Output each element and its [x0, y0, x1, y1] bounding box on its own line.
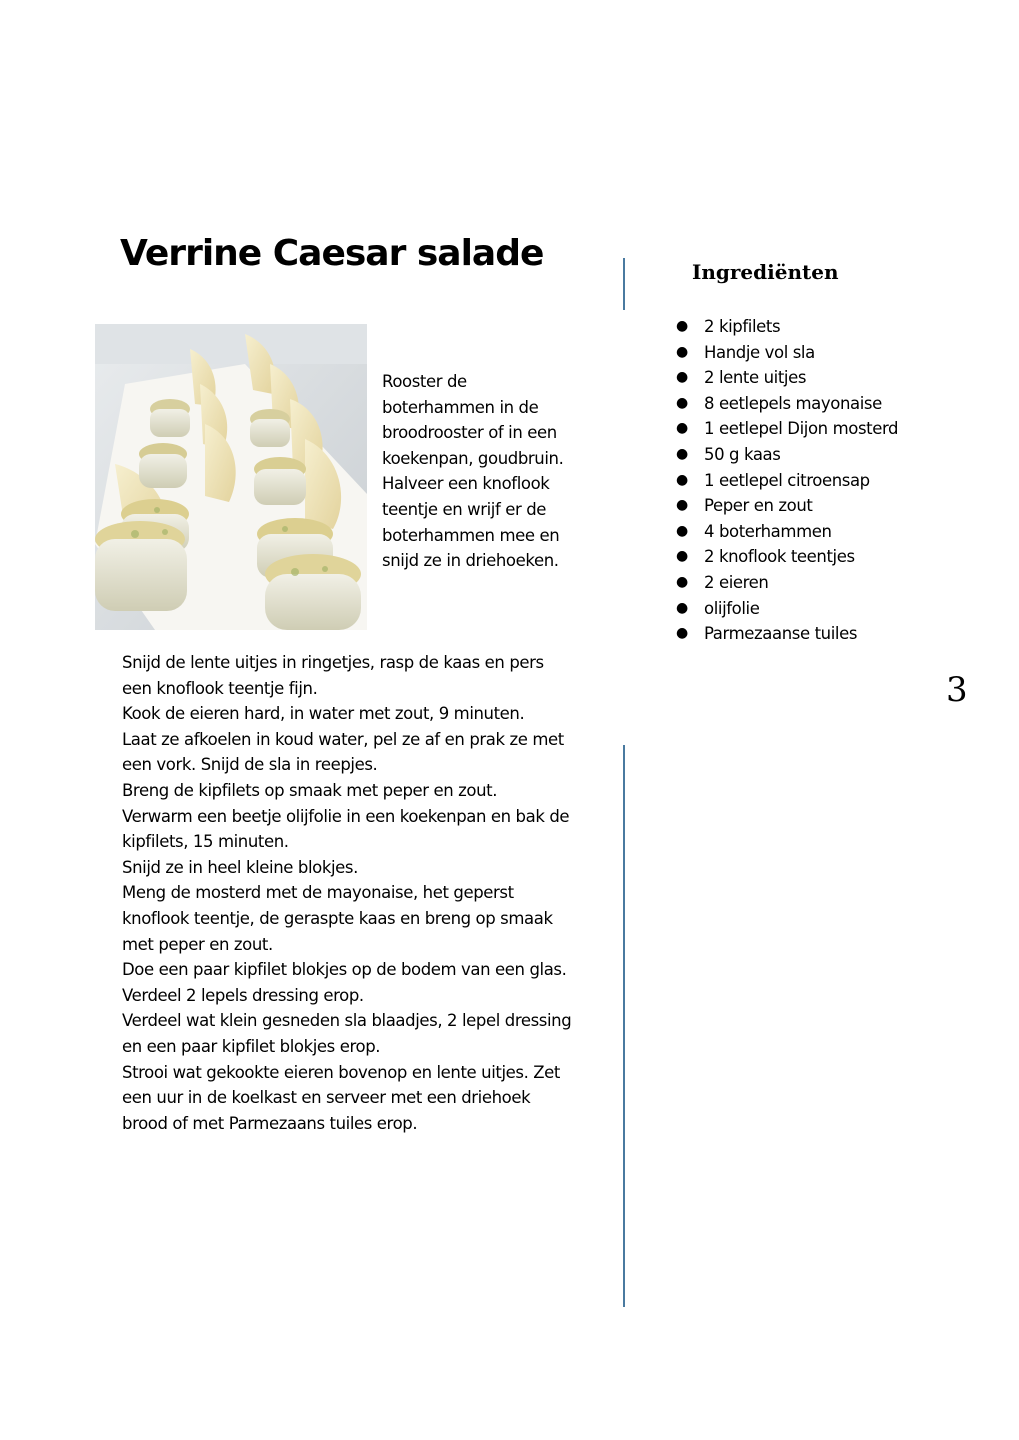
column-divider-top	[623, 258, 625, 310]
ingredient-item	[676, 544, 901, 570]
column-divider-bottom	[623, 745, 625, 1307]
ingredient-item	[676, 416, 901, 442]
recipe-steps	[122, 650, 572, 1136]
ingredient-label: 2 eieren	[704, 572, 769, 592]
bullet-icon: ●	[676, 599, 688, 616]
intro-paragraph: Rooster de boterhammen in de broodrooster of in een koekenpan, goudbruin. Halveer een knoflook teentje en wrijf er de boterhammen mee en snijd ze in driehoeken.	[382, 372, 564, 571]
step-paragraph: Laat ze afkoelen in koud water, pel ze af en prak ze met een vork. Snijd de sla in reepjes.	[122, 729, 564, 775]
ingredient-label: 8 eetlepels mayonaise	[704, 393, 882, 413]
ingredients-heading: Ingrediënten	[692, 260, 839, 284]
bullet-icon: ●	[676, 420, 688, 437]
bullet-icon: ●	[676, 318, 688, 334]
ingredient-item	[676, 570, 901, 596]
ingredient-item	[676, 596, 901, 622]
step-paragraph: Meng de mosterd met de mayonaise, het geperst knoflook teentje, de geraspte kaas en breng op smaak met peper en zout.	[122, 883, 553, 954]
step-paragraph: Verdeel wat klein gesneden sla blaadjes, 2 lepel dressing en een paar kipfilet blokjes erop.	[122, 1011, 572, 1056]
ingredient-label: 4 boterhammen	[704, 521, 832, 541]
ingredient-item	[676, 493, 901, 519]
ingredient-label: Handje vol sla	[704, 342, 815, 362]
ingredient-item	[676, 621, 901, 647]
ingredient-label: 50 g kaas	[704, 444, 781, 464]
ingredient-item	[676, 391, 901, 417]
ingredient-item	[676, 468, 901, 494]
step-paragraph: Doe een paar kipfilet blokjes op de bodem van een glas.	[122, 960, 567, 980]
ingredient-item	[676, 519, 901, 545]
ingredient-label: 1 eetlepel citroensap	[704, 470, 870, 490]
bullet-icon: ●	[676, 445, 688, 462]
bullet-icon: ●	[676, 548, 688, 565]
ingredients-list	[676, 314, 901, 647]
bullet-icon: ●	[676, 369, 688, 386]
ingredient-item	[676, 314, 901, 340]
step-paragraph: Snijd ze in heel kleine blokjes.	[122, 857, 358, 877]
ingredient-label: 2 kipfilets	[704, 317, 781, 336]
recipe-title: Verrine Caesar salade	[120, 233, 544, 274]
step-paragraph: Kook de eieren hard, in water met zout, 9 minuten.	[122, 704, 525, 724]
bullet-icon: ●	[676, 394, 688, 411]
ingredient-label: olijfolie	[704, 598, 760, 618]
ingredient-label: Peper en zout	[704, 496, 813, 516]
recipe-photo	[95, 324, 367, 630]
step-paragraph: Verdeel 2 lepels dressing erop.	[122, 985, 364, 1005]
step-paragraph: Snijd de lente uitjes in ringetjes, rasp de kaas en pers een knoflook teentje fijn.	[122, 653, 544, 698]
step-paragraph: Verwarm een beetje olijfolie in een koekenpan en bak de kipfilets, 15 minuten.	[122, 806, 570, 852]
ingredient-label: 1 eetlepel Dijon mosterd	[704, 419, 899, 439]
ingredient-label: 2 knoflook teentjes	[704, 547, 855, 567]
bullet-icon: ●	[676, 343, 688, 360]
bullet-icon: ●	[676, 471, 688, 488]
bullet-icon: ●	[676, 497, 688, 514]
ingredient-item	[676, 442, 901, 468]
bullet-icon: ●	[676, 522, 688, 539]
step-paragraph: Breng de kipfilets op smaak met peper en zout.	[122, 780, 498, 800]
bullet-icon: ●	[676, 573, 688, 590]
ingredient-item	[676, 365, 901, 391]
page-number: 3	[946, 670, 968, 710]
ingredient-item	[676, 340, 901, 366]
ingredient-label: Parmezaanse tuiles	[704, 624, 858, 644]
step-paragraph: Strooi wat gekookte eieren bovenop en lente uitjes. Zet een uur in de koelkast en serveer met een driehoek brood of met Parmezaans tuiles erop.	[122, 1062, 560, 1133]
ingredient-label: 2 lente uitjes	[704, 368, 807, 388]
bullet-icon: ●	[676, 625, 688, 642]
